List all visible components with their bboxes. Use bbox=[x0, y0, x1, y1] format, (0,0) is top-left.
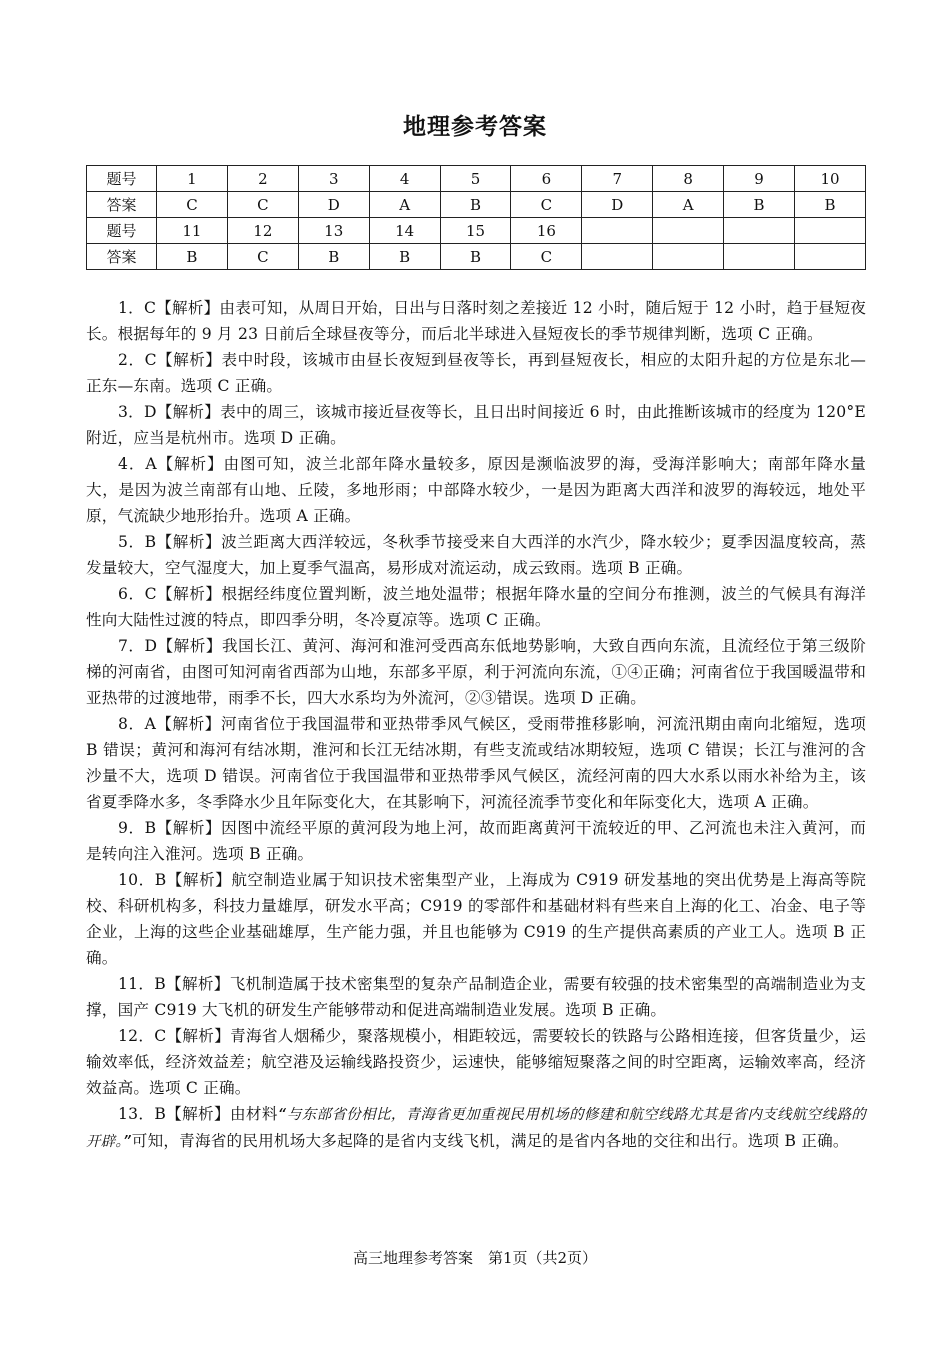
answer-cell bbox=[653, 218, 724, 244]
explanation-8: 8．A【解析】河南省位于我国温带和亚热带季风气候区，受雨带推移影响，河流汛期由南向北缩短，选项 B 错误；黄河和海河有结冰期，淮河和长江无结冰期，有些支流或结冰期较短，选项 C 错误；长江与淮河的含沙量不大，选项 D 错误。河南省位于我国温带和亚热带季风气候区，流经河南的四大水系以雨水补给为主，该省夏季降水多，冬季降水少且年际变化大，在其影响下，河流径流季节变化和年际变化大，选项 A 正确。 bbox=[86, 715, 866, 811]
explanation-9: 9．B【解析】因图中流经平原的黄河段为地上河，故而距离黄河干流较近的甲、乙河流也未注入黄河，而是转向注入淮河。选项 B 正确。 bbox=[86, 819, 866, 863]
answer-cell: D bbox=[298, 192, 369, 218]
explanation-6: 6．C【解析】根据经纬度位置判断，波兰地处温带；根据年降水量的空间分布推测，波兰的气候具有海洋性向大陆性过渡的特点，即四季分明，冬冷夏凉等。选项 C 正确。 bbox=[86, 585, 866, 629]
table-row bbox=[87, 244, 866, 270]
answer-cell: 9 bbox=[724, 166, 795, 192]
explanation-13 bbox=[86, 1101, 866, 1155]
answer-cell: 7 bbox=[582, 166, 653, 192]
row-header-cell: 题号 bbox=[87, 218, 157, 244]
explanation-13-rest: 可知，青海省的民用机场大多起降的是省内支线飞机，满足的是省内各地的交往和出行。选项 B 正确。 bbox=[131, 1132, 849, 1150]
explanation-11: 11．B【解析】飞机制造属于技术密集型的复杂产品制造企业，需要有较强的技术密集型的高端制造业为支撑，国产 C919 大飞机的研发生产能够带动和促进高端制造业发展。选项 B 正确。 bbox=[86, 975, 866, 1019]
answer-cell: 11 bbox=[157, 218, 228, 244]
material-quote: “与东部省份相比，青海省更加重视民用机场的修建和航空线路尤其是省内支线航空线路的开辟。” bbox=[86, 1107, 866, 1150]
answer-cell: B bbox=[157, 244, 228, 270]
answer-cell bbox=[582, 218, 653, 244]
page-title: 地理参考答案 bbox=[403, 114, 547, 140]
answer-cell: 13 bbox=[298, 218, 369, 244]
table-row bbox=[87, 166, 866, 192]
answer-cell: 5 bbox=[440, 166, 511, 192]
answer-cell: B bbox=[298, 244, 369, 270]
answer-cell bbox=[653, 244, 724, 270]
explanation-2: 2．C【解析】表中时段，该城市由昼长夜短到昼夜等长，再到昼短夜长，相应的太阳升起的方位是东北—正东—东南。选项 C 正确。 bbox=[86, 351, 866, 395]
answer-cell: D bbox=[582, 192, 653, 218]
answer-cell: 14 bbox=[369, 218, 440, 244]
explanations bbox=[86, 295, 866, 1155]
answer-cell: C bbox=[511, 244, 582, 270]
answer-cell: 6 bbox=[511, 166, 582, 192]
row-header-cell: 答案 bbox=[87, 244, 157, 270]
answer-cell: C bbox=[227, 244, 298, 270]
answer-cell: 1 bbox=[157, 166, 228, 192]
answer-cell: A bbox=[369, 192, 440, 218]
answer-cell: B bbox=[795, 192, 866, 218]
answer-cell: 2 bbox=[227, 166, 298, 192]
answer-cell: 3 bbox=[298, 166, 369, 192]
explanation-3: 3．D【解析】表中的周三，该城市接近昼夜等长，且日出时间接近 6 时，由此推断该城市的经度为 120°E 附近，应当是杭州市。选项 D 正确。 bbox=[86, 403, 866, 447]
explanation-5: 5．B【解析】波兰距离大西洋较远，冬秋季节接受来自大西洋的水汽少，降水较少；夏季因温度较高，蒸发量较大，空气湿度大，加上夏季气温高，易形成对流运动，成云致雨。选项 B 正确。 bbox=[86, 533, 866, 577]
explanation-13-lead: 13．B【解析】由材料 bbox=[118, 1105, 278, 1123]
answer-cell bbox=[795, 244, 866, 270]
answer-cell: 16 bbox=[511, 218, 582, 244]
answer-cell bbox=[724, 244, 795, 270]
answer-cell: 8 bbox=[653, 166, 724, 192]
answer-cell: 15 bbox=[440, 218, 511, 244]
answer-cell bbox=[724, 218, 795, 244]
table-row bbox=[87, 218, 866, 244]
explanation-1: 1．C【解析】由表可知，从周日开始，日出与日落时刻之差接近 12 小时，随后短于 12 小时，趋于昼短夜长。根据每年的 9 月 23 日前后全球昼夜等分，而后北半球进入昼短夜长的季节规律判断，选项 C 正确。 bbox=[86, 299, 866, 343]
answer-cell: B bbox=[369, 244, 440, 270]
page-footer: 高三地理参考答案 第1页（共2页） bbox=[352, 1249, 598, 1267]
answer-cell: A bbox=[653, 192, 724, 218]
row-header-cell: 题号 bbox=[87, 166, 157, 192]
row-header-cell: 答案 bbox=[87, 192, 157, 218]
answer-cell: C bbox=[157, 192, 228, 218]
answer-cell: B bbox=[724, 192, 795, 218]
explanation-12: 12．C【解析】青海省人烟稀少，聚落规模小，相距较远，需要较长的铁路与公路相连接，但客货量少，运输效率低，经济效益差；航空港及运输线路投资少，运速快，能够缩短聚落之间的时空距离，运输效率高，经济效益高。选项 C 正确。 bbox=[86, 1027, 866, 1097]
explanation-10: 10．B【解析】航空制造业属于知识技术密集型产业，上海成为 C919 研发基地的突出优势是上海高等院校、科研机构多，科技力量雄厚，研发水平高；C919 的零部件和基础材料有些来自上海的化工、冶金、电子等企业，上海的这些企业基础雄厚，生产能力强，并且也能够为 C919 的生产提供高素质的产业工人。选项 B 正确。 bbox=[86, 871, 866, 967]
explanation-7: 7．D【解析】我国长江、黄河、海河和淮河受西高东低地势影响，大致自西向东流，且流经位于第三级阶梯的河南省，由图可知河南省西部为山地，东部多平原，利于河流向东流，①④正确；河南省位于我国暖温带和亚热带的过渡地带，雨季不长，四大水系均为外流河，②③错误。选项 D 正确。 bbox=[86, 637, 866, 707]
answer-cell bbox=[795, 218, 866, 244]
answer-cell bbox=[582, 244, 653, 270]
answer-cell: C bbox=[227, 192, 298, 218]
answer-cell: B bbox=[440, 244, 511, 270]
answer-cell: B bbox=[440, 192, 511, 218]
answer-table bbox=[86, 165, 866, 270]
answer-cell: 12 bbox=[227, 218, 298, 244]
answer-cell: 10 bbox=[795, 166, 866, 192]
answer-cell: C bbox=[511, 192, 582, 218]
explanation-4: 4．A【解析】由图可知，波兰北部年降水量较多，原因是濒临波罗的海，受海洋影响大；南部年降水量大，是因为波兰南部有山地、丘陵，多地形雨；中部降水较少，一是因为距离大西洋和波罗的海较远，地处平原，气流缺少地形抬升。选项 A 正确。 bbox=[86, 455, 866, 525]
table-row bbox=[87, 192, 866, 218]
answer-cell: 4 bbox=[369, 166, 440, 192]
